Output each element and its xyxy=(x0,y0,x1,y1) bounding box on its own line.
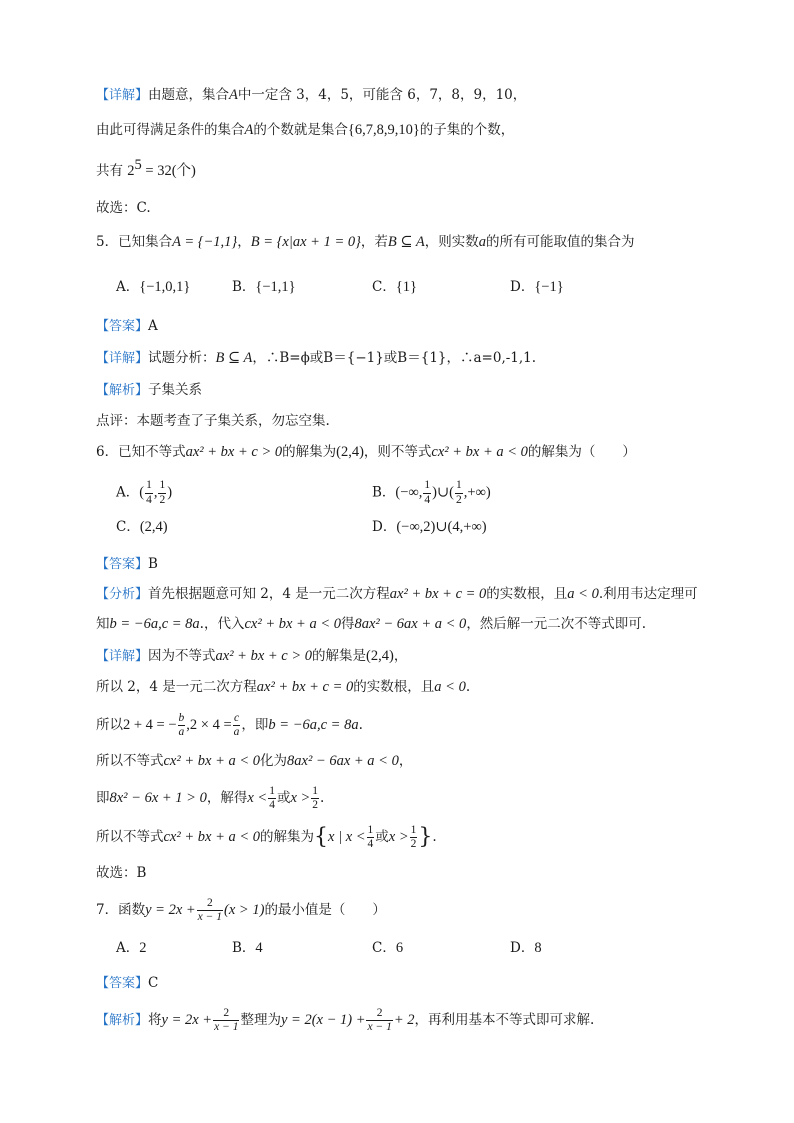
q6-detail-5: 即8x² − 6x + 1 > 0，解得x < $\frac{1}{4}$ 或x > $\frac{1}{2}$ . xyxy=(96,784,325,811)
q7-stem: 7．函数y = 2x + $\frac{2}{x - 1}$ (x > 1)的最小值是（ ） xyxy=(96,896,386,923)
analysis-tag: 【分析】 xyxy=(96,587,149,602)
q6-option-a[interactable]: A．( $\frac{1}{4}$ , $\frac{1}{2}$ ) xyxy=(116,479,173,506)
q6-stem: 6．已知不等式ax² + bx + c > 0的解集为(2,4)，则不等式cx² + bx + a < 0的解集为（ ） xyxy=(96,444,636,460)
q5-analysis: 【解析】子集关系 xyxy=(96,382,203,398)
detail-line-3: 共有 $2^5 = 32$(个) xyxy=(96,157,196,179)
q6-detail-3: 所以2 + 4 = − $\frac{b}{a}$ ,2 × 4 = $\frac{c}{a}$ ，即b = −6a,c = 8a. xyxy=(96,711,363,738)
q6-detail-2: 所以 2，4 是一元二次方程ax² + bx + c = 0的实数根，且a < 0. xyxy=(96,679,471,695)
q6-detail-4: 所以不等式cx² + bx + a < 0化为8ax² − 6ax + a < 0， xyxy=(96,753,413,769)
detail-line-2: 由此可得满足条件的集合A的个数就是集合{6,7,8,9,10}的子集的个数， xyxy=(96,122,515,138)
left-brace: { xyxy=(314,824,329,850)
answer-tag: 【答案】 xyxy=(96,319,149,334)
fraction: $\frac{1}{4}$ xyxy=(367,823,374,850)
q5-option-c[interactable]: C．{1} xyxy=(372,279,418,295)
fraction: $\frac{1}{2}$ xyxy=(410,823,417,850)
fraction: $\frac{1}{4}$ xyxy=(146,479,152,506)
fraction: $\frac{1}{2}$ xyxy=(455,479,462,506)
q6-option-b[interactable]: B．(−∞, $\frac{1}{4}$ )∪( $\frac{1}{2}$ ,+∞) xyxy=(372,479,491,506)
q5-detail: 【详解】试题分析：B ⊆ A，∴B=ϕ或B＝{−1}或B＝{1}，∴a=0,-1,1. xyxy=(96,350,537,366)
detail-tag: 【详解】 xyxy=(96,351,149,366)
q5-option-b[interactable]: B．{−1,1} xyxy=(232,279,296,295)
detail-tag: 【详解】 xyxy=(96,88,149,103)
q6-analysis-2: 知b = −6a,c = 8a.，代入cx² + bx + a < 0得8ax² − 6ax + a < 0，然后解一元二次不等式即可. xyxy=(96,616,647,632)
q6-analysis-1: 【分析】首先根据题意可知 2，4 是一元二次方程ax² + bx + c = 0的实数根，且a < 0.利用韦达定理可 xyxy=(96,586,698,602)
choice-line: 故选：C. xyxy=(96,200,151,216)
q7-option-b[interactable]: B．4 xyxy=(232,940,263,956)
answer-tag: 【答案】 xyxy=(96,557,149,572)
q6-detail-6: 所以不等式cx² + bx + a < 0的解集为{x | x < $\frac{1}{4}$ 或x > $\frac{1}{2}$ }. xyxy=(96,823,437,850)
fraction: $\frac{1}{2}$ xyxy=(159,479,166,506)
q7-analysis: 【解析】将y = 2x + $\frac{2}{x - 1}$ 整理为y = 2(x − 1) + $\frac{2}{x - 1}$ + 2，再利用基本不等式即可求解. xyxy=(96,1006,595,1033)
q5-stem: 5．已知集合A = {−1,1}，B = {x|ax + 1 = 0}，若B ⊆ A，则实数a的所有可能取值的集合为 xyxy=(96,234,635,250)
answer-tag: 【答案】 xyxy=(96,976,149,991)
q6-answer: 【答案】B xyxy=(96,556,158,572)
fraction: $\frac{2}{x - 1}$ xyxy=(367,1006,392,1033)
fraction: $\frac{b}{a}$ xyxy=(178,711,185,738)
q5-answer: 【答案】A xyxy=(96,318,158,334)
analysis-tag: 【解析】 xyxy=(96,1013,149,1028)
q6-detail-1: 【详解】因为不等式ax² + bx + c > 0的解集是(2,4)， xyxy=(96,648,408,664)
fraction: $\frac{1}{4}$ xyxy=(269,784,275,811)
q6-option-c[interactable]: C．(2,4) xyxy=(116,519,168,535)
q7-option-c[interactable]: C．6 xyxy=(372,940,404,956)
analysis-tag: 【解析】 xyxy=(96,383,149,398)
fraction: $\frac{2}{x - 1}$ xyxy=(197,896,223,923)
detail-tag: 【详解】 xyxy=(96,649,149,664)
right-brace: } xyxy=(418,824,433,850)
q7-option-d[interactable]: D．8 xyxy=(510,940,542,956)
q7-option-a[interactable]: A．2 xyxy=(116,940,147,956)
fraction: $\frac{1}{2}$ xyxy=(312,784,319,811)
q6-option-d[interactable]: D．(−∞,2)∪(4,+∞) xyxy=(372,519,487,535)
fraction: $\frac{1}{4}$ xyxy=(424,479,431,506)
q5-option-a[interactable]: A．{−1,0,1} xyxy=(116,279,191,295)
fraction: $\frac{2}{x - 1}$ xyxy=(214,1006,239,1033)
q7-answer: 【答案】C xyxy=(96,975,159,991)
q6-choice: 故选：B xyxy=(96,865,147,881)
fraction: $\frac{c}{a}$ xyxy=(233,711,240,738)
q5-option-d[interactable]: D．{−1} xyxy=(510,279,564,295)
q5-comment: 点评：本题考查了子集关系，勿忘空集. xyxy=(96,413,330,429)
detail-line-1: 【详解】由题意，集合A中一定含 3，4，5，可能含 6，7，8，9，10， xyxy=(96,87,527,103)
